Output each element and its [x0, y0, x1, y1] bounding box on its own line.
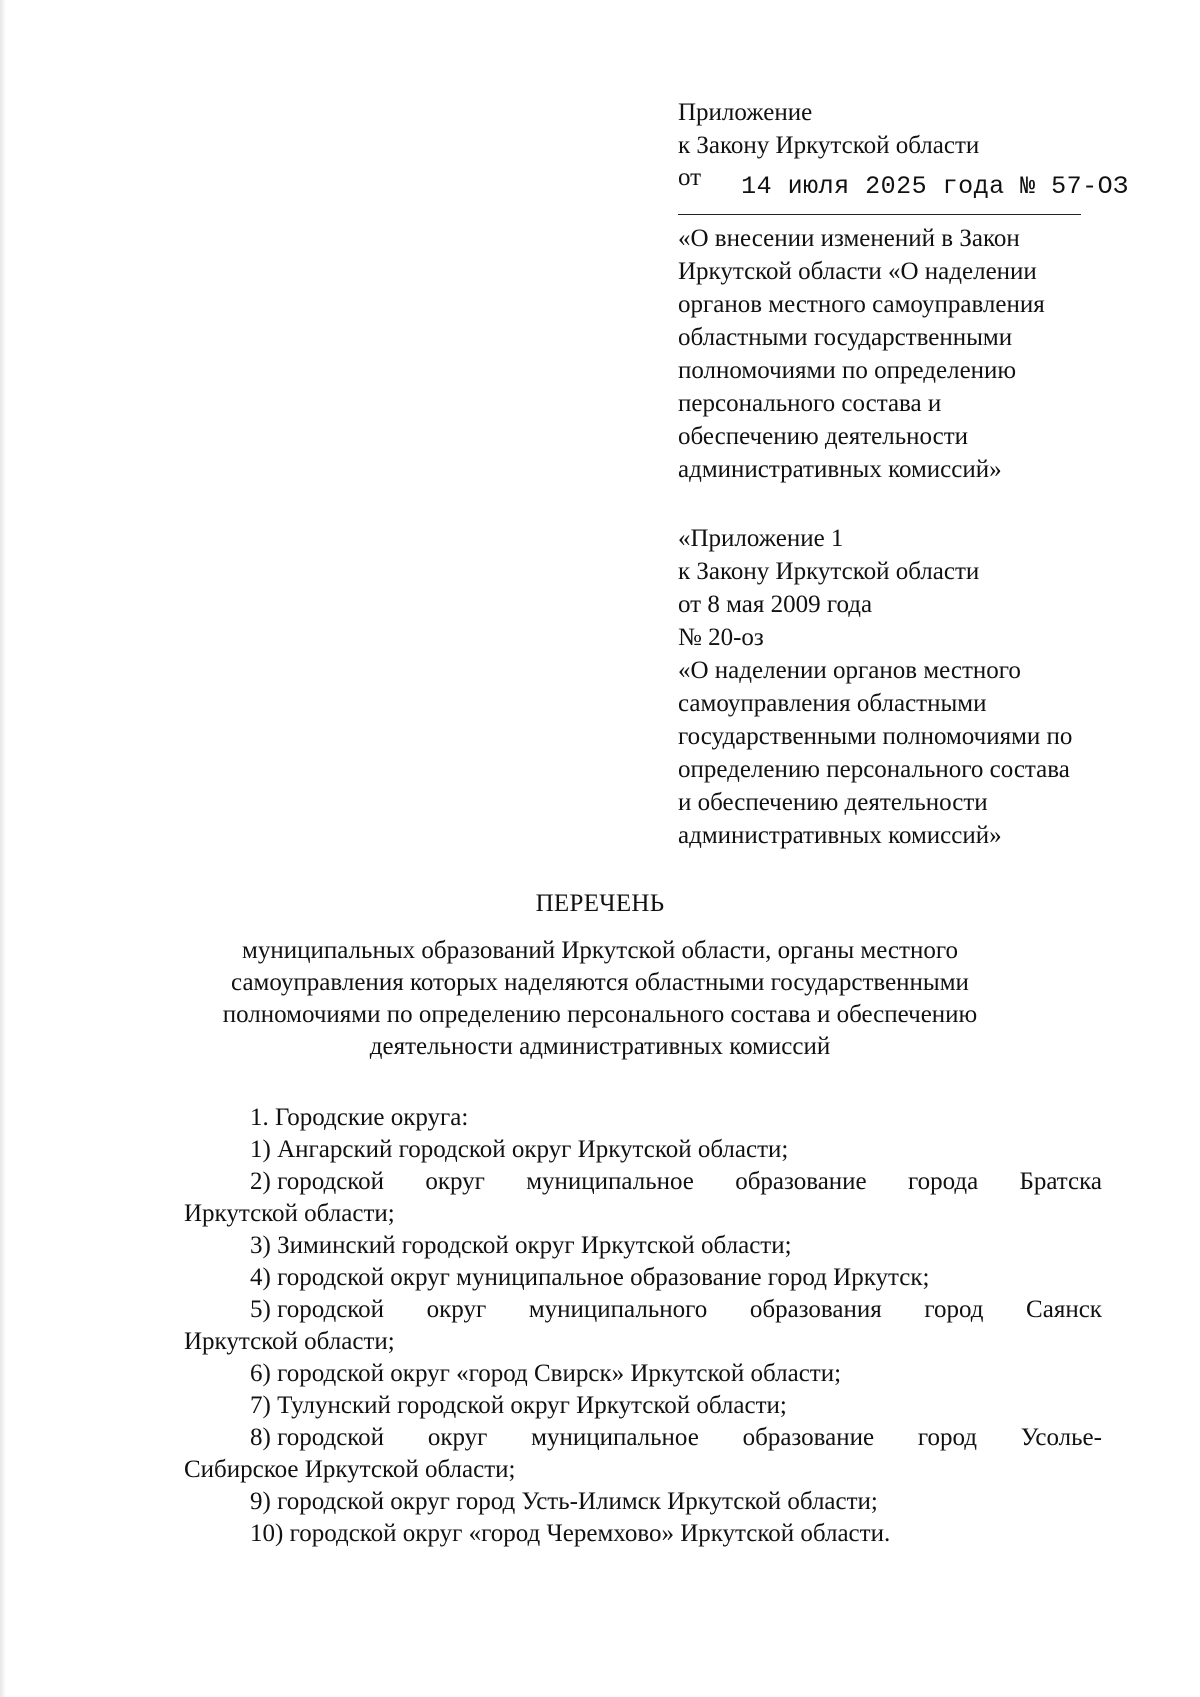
list-item-continuation: Сибирское Иркутской области; — [184, 1456, 516, 1483]
list-item: 7) Тулунский городской округ Иркутской области; — [250, 1392, 787, 1419]
word: 8) городской — [250, 1424, 385, 1451]
word: город — [917, 1424, 977, 1451]
word: Братска — [1019, 1168, 1102, 1195]
list-item-continuation: Иркутской области; — [184, 1328, 395, 1355]
approval-line-2: к Закону Иркутской области — [678, 132, 980, 159]
appendix-line: административных комиссий» — [678, 822, 1002, 849]
law-title-line: органов местного самоуправления — [678, 291, 1045, 318]
appendix-line: «О наделении органов местного — [678, 657, 1021, 684]
list-subheading — [190, 935, 1010, 1063]
list-heading: ПЕРЕЧЕНЬ — [535, 890, 665, 917]
word: Усолье- — [1020, 1424, 1102, 1451]
list-item — [184, 1422, 1102, 1454]
word: округ — [426, 1296, 487, 1323]
appendix-line: и обеспечению деятельности — [678, 789, 988, 816]
list-item: 1) Ангарский городской округ Иркутской области; — [250, 1136, 789, 1163]
list-item-continuation: Иркутской области; — [184, 1200, 395, 1227]
law-title-line: «О внесении изменений в Закон — [678, 225, 1020, 252]
word: муниципальное — [526, 1168, 694, 1195]
word: муниципального — [528, 1296, 708, 1323]
word: образование — [742, 1424, 875, 1451]
approval-date-stamp: 14 июля 2025 года № 57-ОЗ — [741, 172, 1129, 201]
list-item: 9) городской округ город Усть-Илимск Иркутской области; — [250, 1488, 878, 1515]
municipality-list — [184, 1102, 1102, 1550]
word: Саянск — [1026, 1296, 1102, 1323]
list-item — [184, 1294, 1102, 1326]
appendix-line: от 8 мая 2009 года — [678, 591, 873, 618]
word: округ — [425, 1168, 485, 1195]
word: округ — [427, 1424, 488, 1451]
scan-edge — [0, 0, 6, 1697]
approval-date-line — [678, 164, 1148, 208]
law-title-line: областными государственными — [678, 324, 1013, 351]
word: 5) городской — [250, 1296, 385, 1323]
appendix-line: «Приложение 1 — [678, 525, 844, 552]
appendix-line: государственными полномочиями по — [678, 723, 1073, 750]
list-section-title: 1. Городские округа: — [250, 1104, 469, 1131]
signature-rule — [678, 214, 1081, 215]
subheading-line: муниципальных образований Иркутской области, органы местного — [242, 937, 958, 964]
appendix-line: № 20-оз — [678, 624, 764, 651]
word: образования — [749, 1296, 882, 1323]
law-title-line: Иркутской области «О наделении — [678, 258, 1037, 285]
appendix-line: самоуправления областными — [678, 690, 987, 717]
subheading-line: самоуправления которых наделяются областными государственными — [231, 969, 969, 996]
list-item: 6) городской округ «город Свирск» Иркутской области; — [250, 1360, 842, 1387]
appendix-line: определению персонального состава — [678, 756, 1070, 783]
word: 2) городской — [250, 1168, 385, 1195]
law-title — [678, 222, 1148, 486]
law-title-line: административных комиссий» — [678, 456, 1002, 483]
word: образование — [735, 1168, 867, 1195]
word: муниципальное — [531, 1424, 699, 1451]
subheading-line: полномочиями по определению персонального состава и обеспечению — [222, 1001, 978, 1028]
list-item: 10) городской округ «город Черемхово» Иркутской области. — [250, 1520, 891, 1547]
appendix-block — [678, 522, 1148, 852]
list-item — [184, 1166, 1102, 1198]
approval-line-1: Приложение — [678, 99, 813, 126]
list-item: 3) Зиминский городской округ Иркутской области; — [250, 1232, 792, 1259]
list-item: 4) городской округ муниципальное образование город Иркутск; — [250, 1264, 930, 1291]
word: город — [924, 1296, 984, 1323]
word: города — [907, 1168, 979, 1195]
appendix-line: к Закону Иркутской области — [678, 558, 980, 585]
approval-block — [678, 96, 1148, 486]
subheading-line: деятельности административных комиссий — [369, 1033, 831, 1060]
law-title-line: персонального состава и — [678, 390, 942, 417]
law-title-line: обеспечению деятельности — [678, 423, 969, 450]
approval-ot: от — [678, 164, 702, 191]
law-title-line: полномочиями по определению — [678, 357, 1017, 384]
